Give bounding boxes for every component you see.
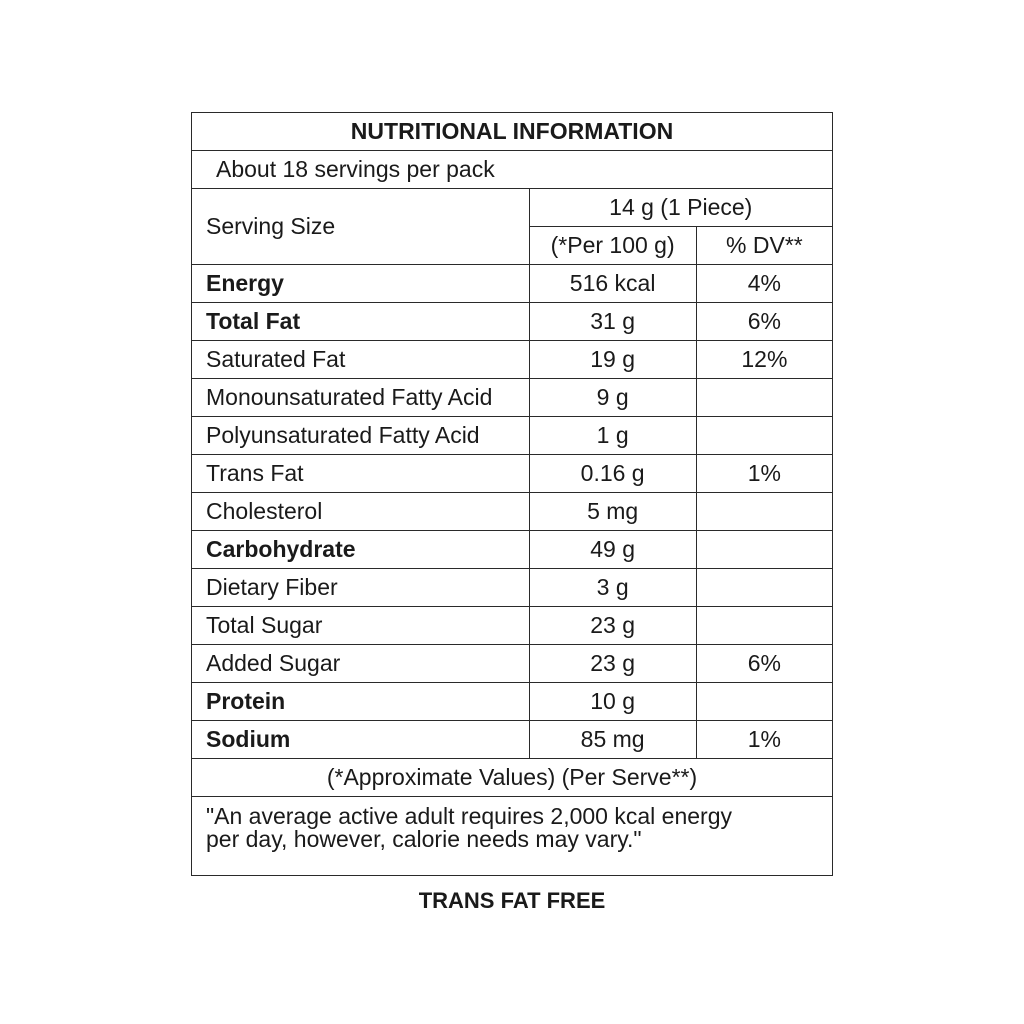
nutrient-name: Sodium [192, 721, 530, 759]
nutrient-value: 1 g [529, 417, 696, 455]
nutrient-row-mufa [192, 379, 833, 417]
trans-fat-free-label: TRANS FAT FREE [418, 888, 606, 913]
nutrient-name: Saturated Fat [192, 341, 530, 379]
nutrient-dv [696, 607, 832, 645]
nutrient-row-pufa [192, 417, 833, 455]
nutrient-dv [696, 569, 832, 607]
nutrient-value: 23 g [529, 607, 696, 645]
nutrient-row-total-sugar [192, 607, 833, 645]
nutrition-facts-table [191, 112, 833, 876]
column-header-per-100g: (*Per 100 g) [529, 227, 696, 265]
nutrient-row-protein [192, 683, 833, 721]
nutrient-dv [696, 379, 832, 417]
nutrient-dv [696, 417, 832, 455]
servings-row [192, 151, 833, 189]
disclaimer-row [192, 797, 833, 876]
nutrient-name: Added Sugar [192, 645, 530, 683]
title-row [192, 113, 833, 151]
nutrient-dv: 6% [696, 645, 832, 683]
nutrient-value: 5 mg [529, 493, 696, 531]
panel-title: NUTRITIONAL INFORMATION [192, 113, 833, 151]
nutrient-value: 516 kcal [529, 265, 696, 303]
approx-note-row [192, 759, 833, 797]
nutrient-row-saturated-fat [192, 341, 833, 379]
nutrient-dv [696, 683, 832, 721]
nutrient-dv [696, 493, 832, 531]
nutrient-value: 49 g [529, 531, 696, 569]
serving-size-row [192, 189, 833, 227]
serving-size-value: 14 g (1 Piece) [529, 189, 832, 227]
nutrient-dv: 1% [696, 455, 832, 493]
nutrient-value: 23 g [529, 645, 696, 683]
nutrient-row-sodium [192, 721, 833, 759]
disclaimer-line-2: per day, however, calorie needs may vary." [206, 826, 642, 852]
nutrient-row-dietary-fiber [192, 569, 833, 607]
nutrient-dv [696, 531, 832, 569]
nutrient-name: Dietary Fiber [192, 569, 530, 607]
nutrient-value: 19 g [529, 341, 696, 379]
nutrient-name: Trans Fat [192, 455, 530, 493]
nutrient-dv: 1% [696, 721, 832, 759]
nutrient-name: Protein [192, 683, 530, 721]
nutrient-name: Total Sugar [192, 607, 530, 645]
nutrient-value: 9 g [529, 379, 696, 417]
nutrient-name: Total Fat [192, 303, 530, 341]
nutrient-name: Energy [192, 265, 530, 303]
nutrient-name: Polyunsaturated Fatty Acid [192, 417, 530, 455]
nutrient-value: 0.16 g [529, 455, 696, 493]
nutrient-name: Monounsaturated Fatty Acid [192, 379, 530, 417]
nutrient-value: 31 g [529, 303, 696, 341]
nutrient-dv: 4% [696, 265, 832, 303]
column-header-dv: % DV** [696, 227, 832, 265]
serving-size-label: Serving Size [192, 189, 530, 265]
nutrient-row-added-sugar [192, 645, 833, 683]
approx-values-note: (*Approximate Values) (Per Serve**) [192, 759, 833, 797]
nutrient-row-total-fat [192, 303, 833, 341]
nutrient-value: 3 g [529, 569, 696, 607]
nutrient-name: Carbohydrate [192, 531, 530, 569]
nutrient-row-trans-fat [192, 455, 833, 493]
nutrient-dv: 6% [696, 303, 832, 341]
nutrient-value: 85 mg [529, 721, 696, 759]
disclaimer-line-1: "An average active adult requires 2,000 kcal energy [206, 803, 732, 829]
nutrient-row-carbohydrate [192, 531, 833, 569]
nutrient-row-energy [192, 265, 833, 303]
energy-disclaimer [192, 797, 833, 876]
nutrient-value: 10 g [529, 683, 696, 721]
nutrient-dv: 12% [696, 341, 832, 379]
nutrient-name: Cholesterol [192, 493, 530, 531]
servings-per-pack: About 18 servings per pack [192, 151, 833, 189]
nutrient-row-cholesterol [192, 493, 833, 531]
